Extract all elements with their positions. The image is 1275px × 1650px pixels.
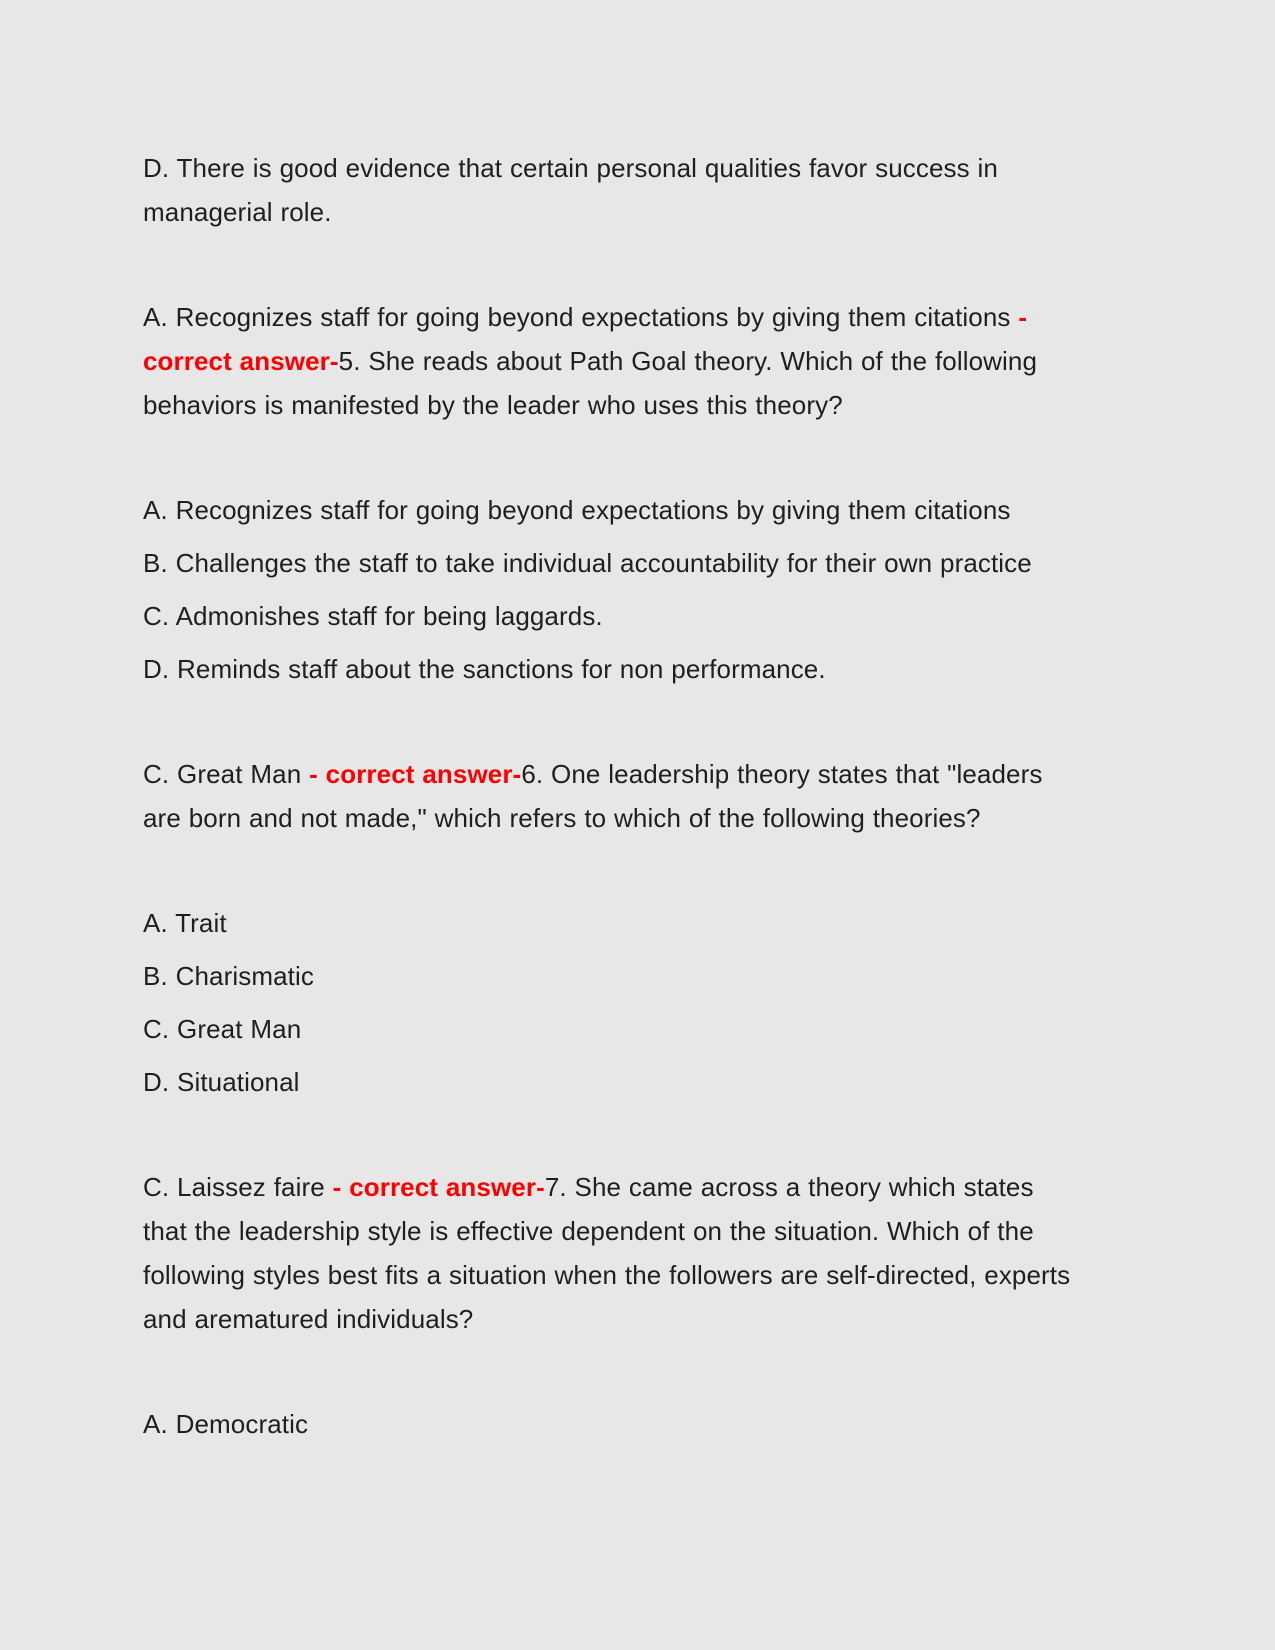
text-run: A. Trait — [143, 908, 227, 938]
text-run: C. Admonishes staff for being laggards. — [143, 601, 603, 631]
option-paragraph — [143, 594, 1075, 638]
text-run: D. There is good evidence that certain personal qualities favor success in managerial role. — [143, 153, 998, 227]
text-run: 5. She reads about Path Goal theory. Which of the following behaviors is manifested by the leader who uses this theory? — [143, 346, 1038, 420]
option-paragraph — [143, 1007, 1075, 1051]
correct-answer-marker: - correct answer- — [332, 1172, 545, 1202]
text-run: B. Challenges the staff to take individual accountability for their own practice — [143, 548, 1032, 578]
text-run: A. Recognizes staff for going beyond expectations by giving them citations — [143, 495, 1011, 525]
text-run: C. Great Man — [143, 1014, 302, 1044]
answer-paragraph — [143, 146, 1075, 234]
text-run: A. Democratic — [143, 1409, 309, 1439]
text-run: D. Reminds staff about the sanctions for non performance. — [143, 654, 826, 684]
question-paragraph — [143, 295, 1075, 427]
option-paragraph — [143, 541, 1075, 585]
option-paragraph — [143, 1060, 1075, 1104]
text-run: C. Great Man — [143, 759, 310, 789]
question-paragraph — [143, 1165, 1075, 1341]
text-run: 7. She came across a theory which states that the leadership style is effective dependent on the situation. Which of the following styles best fits a situation when the followers are self-directed, experts and arematured individuals? — [143, 1172, 1071, 1334]
correct-answer-marker: - correct answer- — [309, 759, 522, 789]
question-paragraph — [143, 752, 1075, 840]
option-paragraph — [143, 901, 1075, 945]
text-run: D. Situational — [143, 1067, 300, 1097]
text-run: C. Laissez faire — [143, 1172, 333, 1202]
option-paragraph — [143, 647, 1075, 691]
option-paragraph — [143, 488, 1075, 532]
option-paragraph — [143, 1402, 1075, 1446]
text-run: A. Recognizes staff for going beyond expectations by giving them citations — [143, 302, 1019, 332]
option-paragraph — [143, 954, 1075, 998]
text-run: 6. One leadership theory states that "leaders are born and not made," which refers to which of the following theories? — [143, 759, 1043, 833]
text-run: B. Charismatic — [143, 961, 314, 991]
correct-answer-marker: - correct answer- — [143, 302, 1028, 376]
